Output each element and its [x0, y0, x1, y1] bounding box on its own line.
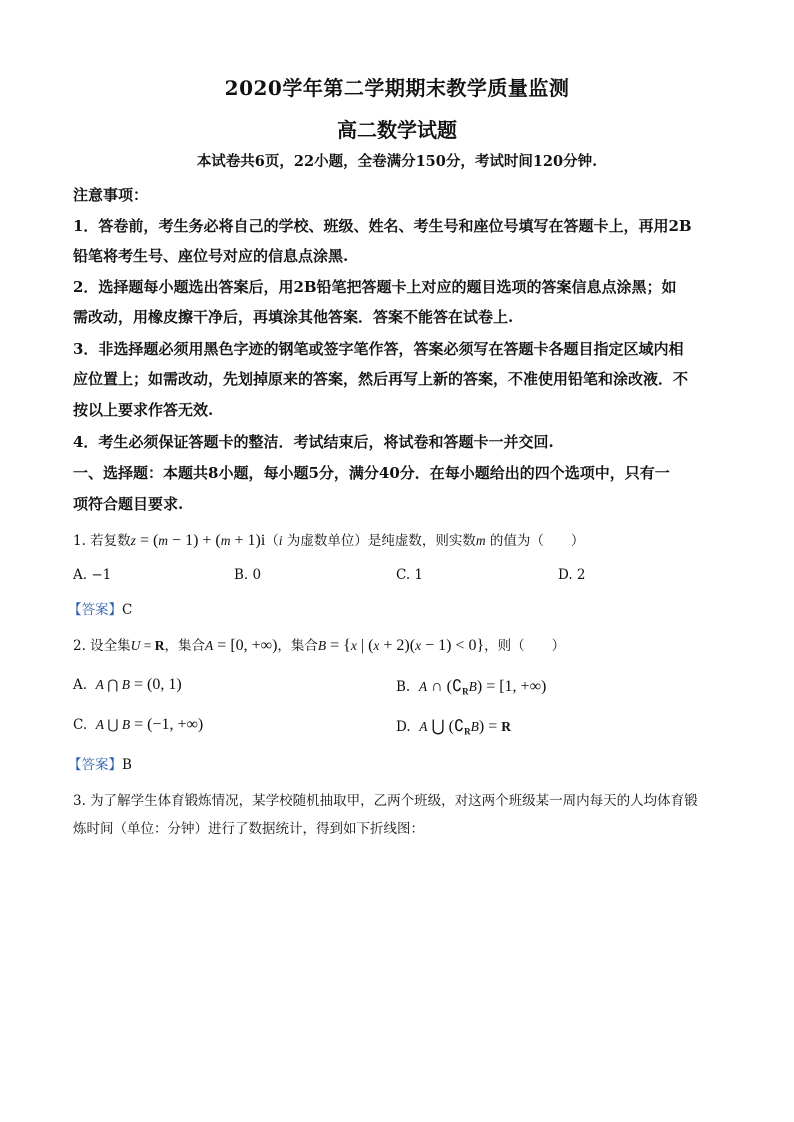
question-3-line-2: 炼时间（单位：分钟）进行了数据统计，得到如下折线图： [73, 821, 424, 837]
note-2-line-1: 2．选择题每小题选出答案后，用2B铅笔把答题卡上对应的题目选项的答案信息点涂黑；如 [73, 278, 677, 296]
q2-option-a: A. A ⋂ B = (0, 1) [73, 676, 182, 693]
q1-answer: 【答案】C [68, 602, 133, 618]
q1-option-c: C. 1 [396, 567, 424, 583]
q1-option-a: A. −1 [73, 567, 112, 583]
q1-option-d: D. 2 [558, 567, 586, 583]
q2-option-c: C. A ⋃ B = (−1, +∞) [73, 716, 204, 733]
note-3-line-1: 3．非选择题必须用黑色字迹的钢笔或签字笔作答，答案必须写在答题卡各题目指定区域内相 [73, 340, 684, 358]
note-1-line-1: 1．答卷前，考生务必将自己的学校、班级、姓名、考生号和座位号填写在答题卡上，再用2B [73, 217, 692, 235]
section-1-line-2: 项符合题目要求. [73, 495, 184, 513]
section-1-line-1: 一、选择题：本题共8小题，每小题5分，满分40分．在每小题给出的四个选项中，只有一 [73, 464, 670, 482]
note-3-line-3: 按以上要求作答无效. [73, 401, 214, 419]
q2-option-d: D. A ⋃ $(∁_RB) = R$ [396, 718, 511, 737]
note-2-line-2: 需改动，用橡皮擦干净后，再填涂其他答案．答案不能答在试卷上. [73, 308, 514, 326]
exam-info: 本试卷共6页，22小题，全卷满分150分，考试时间120分钟. [196, 153, 598, 170]
exam-title: 2020学年第二学期期末教学质量监测 [224, 76, 570, 100]
exam-subtitle: 高二数学试题 [337, 118, 457, 142]
notes-heading: 注意事项： [73, 186, 149, 204]
question-2: 2. 设全集U = R，集合A = [0, +∞)，集合B = {x | (x + 2)(x − 1) < 0}，则（ ） [73, 637, 566, 654]
q2-answer: 【答案】B [68, 757, 132, 773]
note-4: 4．考生必须保证答题卡的整洁．考试结束后，将试卷和答题卡一并交回. [73, 433, 554, 451]
question-1: 1. 若复数z = (m − 1) + (m + 1)i（i 为虚数单位）是纯虚数，则实数m 的值为（ ） [73, 532, 585, 549]
q2-option-b: B. A ∩ $(∁_RB) = [1$, +∞) [396, 678, 547, 697]
question-3-line-1: 3. 为了解学生体育锻炼情况，某学校随机抽取甲，乙两个班级，对这两个班级某一周内每天的人均体育锻 [73, 793, 698, 809]
q1-option-b: B. 0 [234, 567, 262, 583]
note-3-line-2: 应位置上；如需改动，先划掉原来的答案，然后再写上新的答案，不准使用铅笔和涂改液．不 [73, 370, 689, 388]
note-1-line-2: 铅笔将考生号、座位号对应的信息点涂黑. [73, 247, 349, 265]
